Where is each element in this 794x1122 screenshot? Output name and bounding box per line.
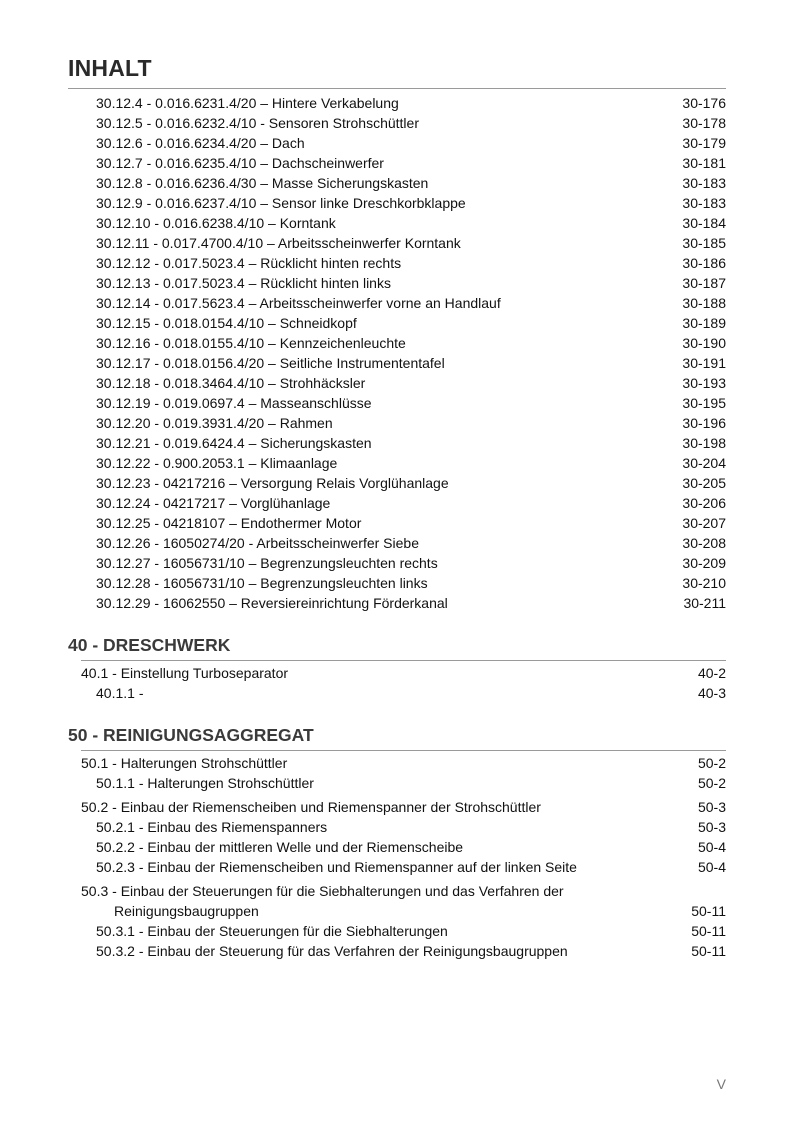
toc-entry-text: 50.2 - Einbau der Riemenscheiben und Riemenspanner der Strohschüttler xyxy=(81,799,541,815)
toc-entry-text: 30.12.7 - 0.016.6235.4/10 – Dachscheinwerfer xyxy=(96,155,384,171)
toc-entry[interactable] xyxy=(0,413,794,433)
toc-entry-page: 50-4 xyxy=(697,859,726,875)
toc-entry-text: 30.12.19 - 0.019.0697.4 – Masseanschlüsse xyxy=(96,395,372,411)
toc-entry-text: 30.12.28 - 16056731/10 – Begrenzungsleuchten links xyxy=(96,575,428,591)
toc-entry-page: 50-3 xyxy=(697,819,726,835)
section-heading-50 xyxy=(0,721,794,749)
toc-entry-page: 30-210 xyxy=(682,575,726,591)
page-number: V xyxy=(716,1076,726,1092)
toc-entry[interactable] xyxy=(0,573,794,593)
toc-entry-page: 30-188 xyxy=(682,295,726,311)
toc-entry[interactable] xyxy=(0,857,794,877)
toc-entry-page: 40-3 xyxy=(697,685,726,701)
toc-entry[interactable] xyxy=(0,133,794,153)
toc-entry-page: 30-176 xyxy=(682,95,726,111)
toc-entry-page: 50-2 xyxy=(697,755,726,771)
section-title: 50 - REINIGUNGSAGGREGAT xyxy=(68,725,314,745)
toc-entry-page: 30-195 xyxy=(682,395,726,411)
toc-entry-page: 30-196 xyxy=(682,415,726,431)
toc-entry[interactable] xyxy=(0,753,794,773)
toc-entry-page: 50-2 xyxy=(697,775,726,791)
toc-entry-text: 30.12.20 - 0.019.3931.4/20 – Rahmen xyxy=(96,415,333,431)
toc-entry-page: 30-186 xyxy=(682,255,726,271)
toc-entry-text: 30.12.5 - 0.016.6232.4/10 - Sensoren Strohschüttler xyxy=(96,115,419,131)
toc-entry[interactable] xyxy=(0,353,794,373)
toc-entry[interactable] xyxy=(0,533,794,553)
toc-entry[interactable] xyxy=(0,453,794,473)
toc-entry-page: 30-205 xyxy=(682,475,726,491)
toc-entry[interactable] xyxy=(0,213,794,233)
toc-entry-text: 30.12.12 - 0.017.5023.4 – Rücklicht hinten rechts xyxy=(96,255,402,271)
toc-entry-page: 50-11 xyxy=(691,943,726,959)
toc-entry[interactable] xyxy=(0,253,794,273)
toc-entry[interactable] xyxy=(0,513,794,533)
title-divider xyxy=(68,88,726,89)
toc-entry-text: 30.12.21 - 0.019.6424.4 – Sicherungskasten xyxy=(96,435,372,451)
toc-entry-page: 50-4 xyxy=(697,839,726,855)
toc-entry[interactable] xyxy=(0,941,794,961)
toc-entry-page: 30-208 xyxy=(682,535,726,551)
toc-entry[interactable] xyxy=(0,553,794,573)
toc-entry[interactable] xyxy=(0,313,794,333)
toc-entry-page: 40-2 xyxy=(697,665,726,681)
toc-entry-page: 30-191 xyxy=(682,355,726,371)
toc-entry-page: 50-3 xyxy=(697,799,726,815)
toc-entry-text: 30.12.13 - 0.017.5023.4 – Rücklicht hinten links xyxy=(96,275,391,291)
toc-entry-text: 50.3 - Einbau der Steuerungen für die Siebhalterungen und das Verfahren der xyxy=(81,883,564,899)
toc-entry-text: 30.12.22 - 0.900.2053.1 – Klimaanlage xyxy=(96,455,338,471)
toc-entry-page: 30-179 xyxy=(682,135,726,151)
toc-entry-page: 50-11 xyxy=(691,923,726,939)
toc-entry-page: 30-193 xyxy=(682,375,726,391)
toc-entry-page: 30-184 xyxy=(682,215,726,231)
toc-entry[interactable] xyxy=(0,173,794,193)
toc-entry-text: 30.12.4 - 0.016.6231.4/20 – Hintere Verkabelung xyxy=(96,95,399,111)
toc-entry[interactable] xyxy=(0,493,794,513)
section-heading-40 xyxy=(0,631,794,659)
toc-entry-page: 30-198 xyxy=(682,435,726,451)
section-title: 40 - DRESCHWERK xyxy=(68,635,231,655)
toc-entry[interactable] xyxy=(0,797,794,817)
toc-entry-page: 30-183 xyxy=(682,175,726,191)
toc-entry-text: 30.12.9 - 0.016.6237.4/10 – Sensor linke Dreschkorbklappe xyxy=(96,195,466,211)
toc-entry[interactable] xyxy=(0,663,794,683)
toc-entry-text: Reinigungsbaugruppen xyxy=(114,903,259,919)
toc-entry-text: 50.2.1 - Einbau des Riemenspanners xyxy=(96,819,328,835)
toc-entry-text: 30.12.16 - 0.018.0155.4/10 – Kennzeichenleuchte xyxy=(96,335,406,351)
toc-entry-text: 50.2.2 - Einbau der mittleren Welle und der Riemenscheibe xyxy=(96,839,464,855)
toc-entry-text: 40.1 - Einstellung Turboseparator xyxy=(81,665,289,681)
toc-entry[interactable] xyxy=(0,93,794,113)
toc-entry-page: 30-207 xyxy=(682,515,726,531)
toc-entry-page: 30-185 xyxy=(682,235,726,251)
toc-entry-text: 50.2.3 - Einbau der Riemenscheiben und Riemenspanner auf der linken Seite xyxy=(96,859,577,875)
toc-entry[interactable] xyxy=(0,373,794,393)
toc-entry-page: 30-209 xyxy=(682,555,726,571)
toc-entry-text: 30.12.29 - 16062550 – Reversiereinrichtung Förderkanal xyxy=(96,595,448,611)
toc-entry[interactable] xyxy=(0,817,794,837)
toc-entry-page: 30-178 xyxy=(682,115,726,131)
toc-entry-text: 30.12.24 - 04217217 – Vorglühanlage xyxy=(96,495,331,511)
toc-entry-page: 30-204 xyxy=(682,455,726,471)
toc-entry-text: 40.1.1 - xyxy=(96,685,144,701)
toc-entry-page: 30-189 xyxy=(682,315,726,331)
toc-entry-page: 50-11 xyxy=(691,903,726,919)
toc-entry-text: 50.1.1 - Halterungen Strohschüttler xyxy=(96,775,314,791)
toc-entry-text: 30.12.23 - 04217216 – Versorgung Relais Vorglühanlage xyxy=(96,475,449,491)
section-30-list xyxy=(0,93,794,613)
toc-entry-text: 30.12.11 - 0.017.4700.4/10 – Arbeitsscheinwerfer Korntank xyxy=(96,235,461,251)
toc-entry-text: 30.12.14 - 0.017.5623.4 – Arbeitsscheinwerfer vorne an Handlauf xyxy=(96,295,501,311)
toc-entry-continuation[interactable] xyxy=(0,901,794,921)
toc-entry-text: 30.12.6 - 0.016.6234.4/20 – Dach xyxy=(96,135,305,151)
toc-entry-text: 50.1 - Halterungen Strohschüttler xyxy=(81,755,288,771)
toc-entry[interactable] xyxy=(0,921,794,941)
toc-entry-page: 30-181 xyxy=(682,155,726,171)
toc-entry[interactable] xyxy=(0,593,794,613)
page-title: INHALT xyxy=(68,55,152,81)
toc-entry[interactable] xyxy=(0,433,794,453)
toc-entry-page: 30-206 xyxy=(682,495,726,511)
section-divider xyxy=(81,660,726,661)
toc-entry[interactable] xyxy=(0,333,794,353)
toc-entry[interactable] xyxy=(0,773,794,793)
toc-entry[interactable] xyxy=(0,473,794,493)
toc-entry[interactable] xyxy=(0,293,794,313)
toc-entry-text: 30.12.8 - 0.016.6236.4/30 – Masse Sicherungskasten xyxy=(96,175,429,191)
toc-entry[interactable] xyxy=(0,393,794,413)
toc-entry-text: 30.12.17 - 0.018.0156.4/20 – Seitliche Instrumententafel xyxy=(96,355,445,371)
toc-entry[interactable] xyxy=(0,193,794,213)
toc-entry[interactable] xyxy=(0,113,794,133)
toc-entry-page: 30-190 xyxy=(682,335,726,351)
toc-entry[interactable] xyxy=(0,153,794,173)
toc-entry-page: 30-183 xyxy=(682,195,726,211)
toc-entry[interactable] xyxy=(0,233,794,253)
toc-entry-text: 50.3.1 - Einbau der Steuerungen für die Siebhalterungen xyxy=(96,923,448,939)
toc-entry[interactable] xyxy=(0,683,794,703)
toc-entry[interactable] xyxy=(0,837,794,857)
toc-entry[interactable] xyxy=(0,881,794,901)
toc-entry[interactable] xyxy=(0,273,794,293)
toc-entry-text: 30.12.10 - 0.016.6238.4/10 – Korntank xyxy=(96,215,336,231)
toc-entry-text: 30.12.26 - 16050274/20 - Arbeitsscheinwerfer Siebe xyxy=(96,535,419,551)
toc-entry-page: 30-187 xyxy=(682,275,726,291)
toc-entry-text: 30.12.18 - 0.018.3464.4/10 – Strohhäcksler xyxy=(96,375,366,391)
toc-entry-text: 30.12.15 - 0.018.0154.4/10 – Schneidkopf xyxy=(96,315,357,331)
section-divider xyxy=(81,750,726,751)
toc-entry-text: 30.12.27 - 16056731/10 – Begrenzungsleuchten rechts xyxy=(96,555,438,571)
toc-entry-text: 30.12.25 - 04218107 – Endothermer Motor xyxy=(96,515,362,531)
toc-entry-page: 30-211 xyxy=(683,595,726,611)
toc-entry-text: 50.3.2 - Einbau der Steuerung für das Verfahren der Reinigungsbaugruppen xyxy=(96,943,568,959)
table-of-contents xyxy=(0,93,794,961)
